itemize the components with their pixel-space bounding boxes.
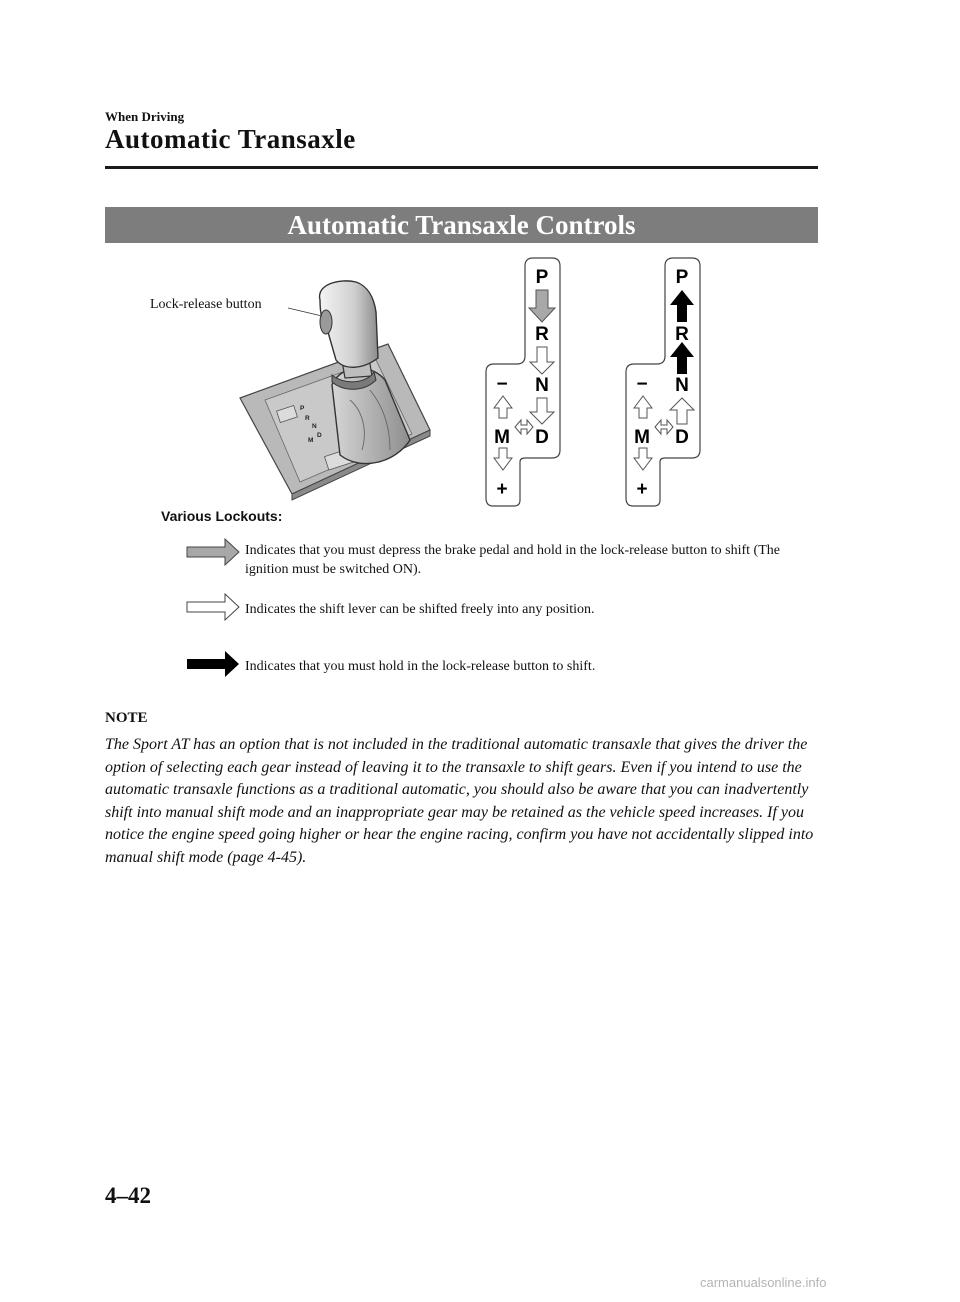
title-rule [105,166,818,169]
outline-arrow-icon [187,594,239,620]
gate-label-0: P [535,267,549,288]
grey-filled-arrow-icon [187,539,239,565]
legend-text-lock-release: Indicates that you must hold in the lock-release button to shift. [245,659,596,674]
console-letter: D [317,432,322,439]
gate-label-1: R [675,324,689,345]
shift-illustration [100,250,820,710]
gate-label-6: + [636,479,648,500]
gate-label-1: R [535,324,549,345]
gate-label-2: N [675,375,689,396]
gate-label-2: N [535,375,549,396]
shift-gate-diagram-1 [486,258,560,506]
gate-label-0: P [675,267,689,288]
console-letter: N [312,423,317,430]
console-letter: R [305,415,310,422]
black-filled-arrow-icon [187,651,239,677]
legend-text-free: Indicates the shift lever can be shifted freely into any position. [245,602,595,617]
page-number: 4–42 [105,1183,151,1208]
lockouts-title: Various Lockouts: [161,508,283,524]
gate-label-4: M [494,427,510,448]
shift-gate-diagram-2 [626,258,700,506]
watermark: carmanualsonline.info [700,1275,827,1290]
gate-label-4: M [634,427,650,448]
console-letter: P [300,405,305,412]
gate-label-6: + [496,479,508,500]
note-heading: NOTE [105,710,148,726]
gate-label-5: − [496,374,508,395]
gate-label-3: D [675,427,689,448]
page-title: Automatic Transaxle [105,124,356,154]
console-letter: M [308,437,314,444]
gate-label-5: − [636,374,648,395]
gate-label-3: D [535,427,549,448]
section-banner: Automatic Transaxle Controls [105,207,818,243]
lock-release-button-shape [320,310,332,334]
shift-figure [100,250,820,710]
lock-release-callout: Lock-release button [150,297,262,312]
legend-text-brake: Indicates that you must depress the brake pedal and hold in the lock-release button to shift (The ignition must be switched ON). [245,543,780,577]
note-body: The Sport AT has an option that is not included in the traditional automatic transaxle that gives the driver the option of selecting each gear instead of leaving it to the transaxle to shift gears. Even if you intend to use the automatic transaxle functions as a traditional automatic, you should also be aware that you can inadvertently shift into manual shift mode and an inappropriate gear may be retained as the vehicle speed increases. If you notice the engine speed going higher or hear the engine racing, confirm you have not accidentally slipped into manual shift mode (page 4-45). [105,736,814,866]
section-kicker: When Driving [105,109,185,124]
